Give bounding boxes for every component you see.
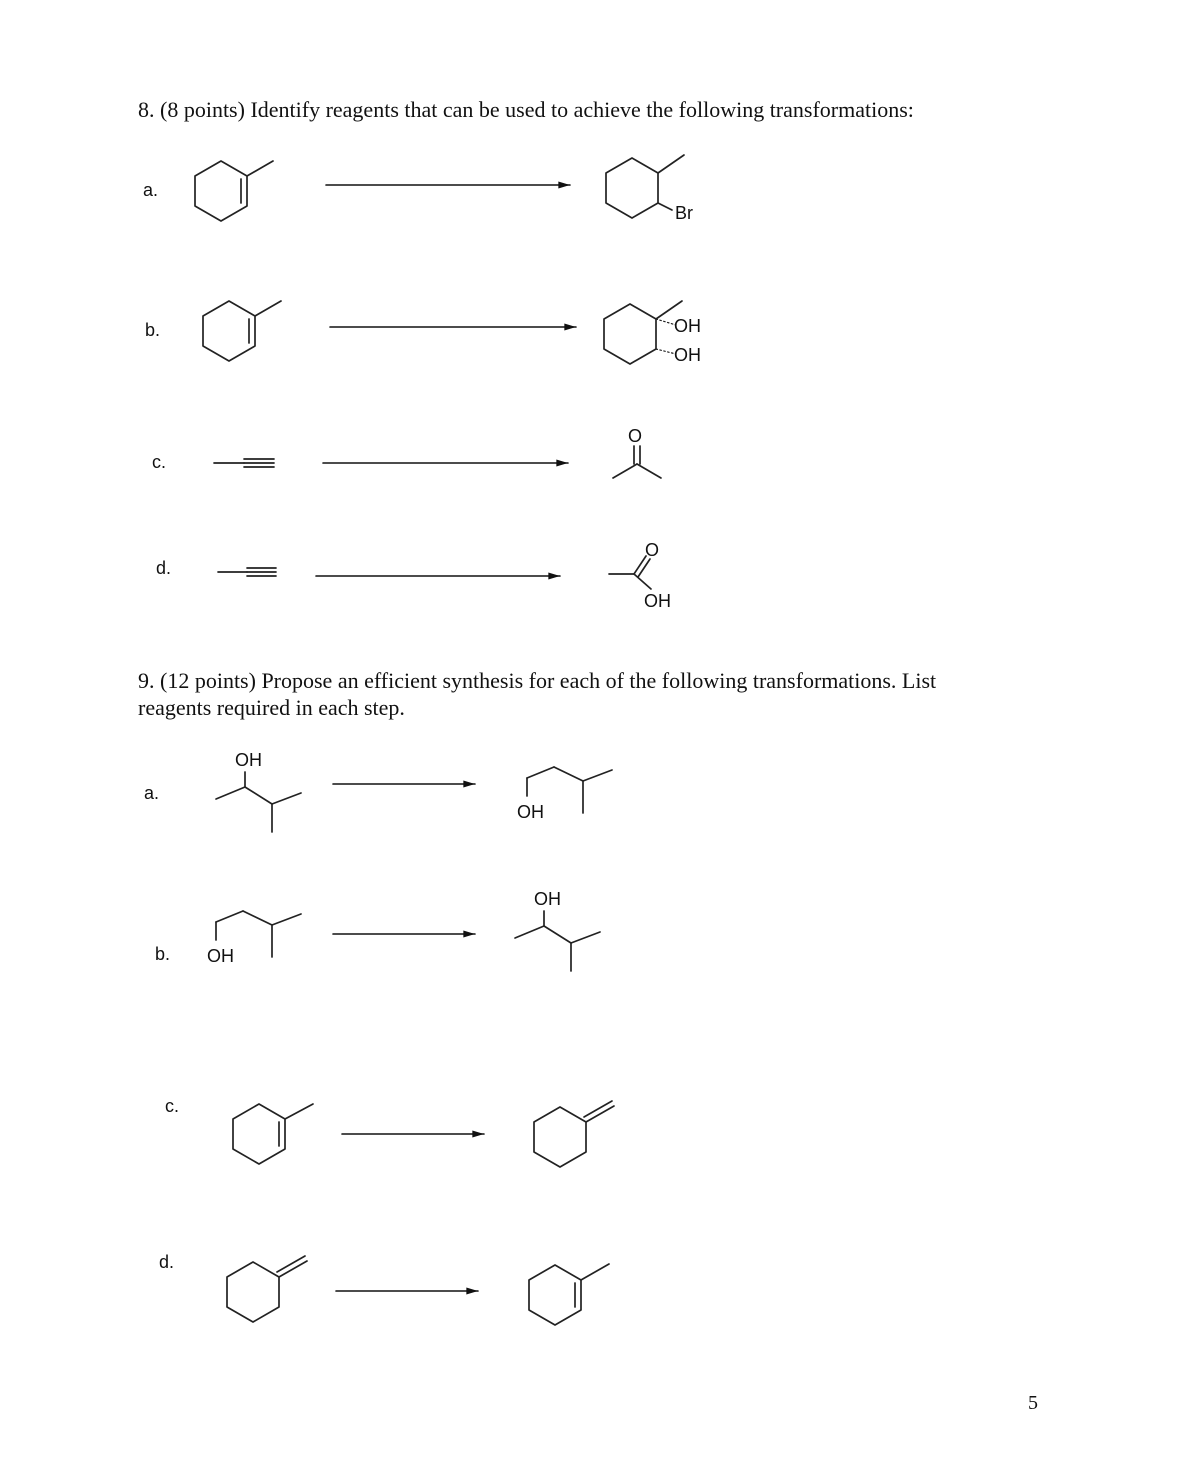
q9-label-d: d. bbox=[159, 1252, 175, 1272]
q8-label-a: a. bbox=[143, 180, 159, 200]
q8b-reactant-1-methylcyclohexene bbox=[203, 301, 281, 361]
q8d-product-oh-label: OH bbox=[644, 591, 671, 611]
q8-label-c: c. bbox=[152, 452, 167, 472]
q9d-product-1-methylcyclohexene bbox=[529, 1264, 609, 1325]
q9-prompt-line2: reagents required in each step. bbox=[138, 695, 405, 720]
q9b-product-oh-label: OH bbox=[534, 889, 561, 909]
q8c-product-o-label: O bbox=[628, 426, 643, 446]
q9a-product-3-methyl-1-butanol bbox=[517, 767, 612, 822]
q9a-reactant-oh-label: OH bbox=[235, 750, 262, 770]
page-number: 5 bbox=[1028, 1392, 1038, 1414]
q8b-product-oh-label-2: OH bbox=[674, 345, 701, 365]
q9-label-a: a. bbox=[144, 783, 160, 803]
q8-label-b: b. bbox=[145, 320, 161, 340]
q8a-reactant-1-methylcyclohexene bbox=[195, 161, 273, 221]
q8c-reactant-propyne bbox=[214, 459, 274, 467]
q8d-product-acetic-acid bbox=[609, 540, 671, 611]
q9b-reactant-oh-label: OH bbox=[207, 946, 234, 966]
q9d-reactant-methylenecyclohexane bbox=[227, 1256, 307, 1322]
q8c-product-acetone bbox=[613, 426, 661, 478]
q8-label-d: d. bbox=[156, 558, 172, 578]
q9-label-c: c. bbox=[165, 1096, 180, 1116]
q8a-product-br-label: Br bbox=[675, 203, 693, 223]
q8a-product-bromomethylcyclohexane bbox=[606, 155, 693, 223]
q9a-product-oh-label: OH bbox=[517, 802, 544, 822]
q9b-reactant-3-methyl-1-butanol bbox=[207, 911, 301, 966]
q9-prompt-line1: 9. (12 points) Propose an efficient synthesis for each of the following transformations. List bbox=[138, 668, 937, 693]
q8d-product-o-label: O bbox=[645, 540, 660, 560]
q9-label-b: b. bbox=[155, 944, 171, 964]
q8b-product-oh-label-1: OH bbox=[674, 316, 701, 336]
q9c-reactant-1-methylcyclohexene bbox=[233, 1104, 313, 1164]
q8-prompt: 8. (8 points) Identify reagents that can be used to achieve the following transformations: bbox=[138, 97, 914, 122]
q9c-product-methylenecyclohexane bbox=[534, 1101, 614, 1167]
q9a-reactant-3-methyl-2-butanol bbox=[216, 750, 301, 832]
q8b-product-cis-diol bbox=[604, 301, 701, 365]
q9b-product-3-methyl-2-butanol bbox=[515, 889, 600, 971]
q8d-reactant-propyne bbox=[218, 568, 276, 576]
